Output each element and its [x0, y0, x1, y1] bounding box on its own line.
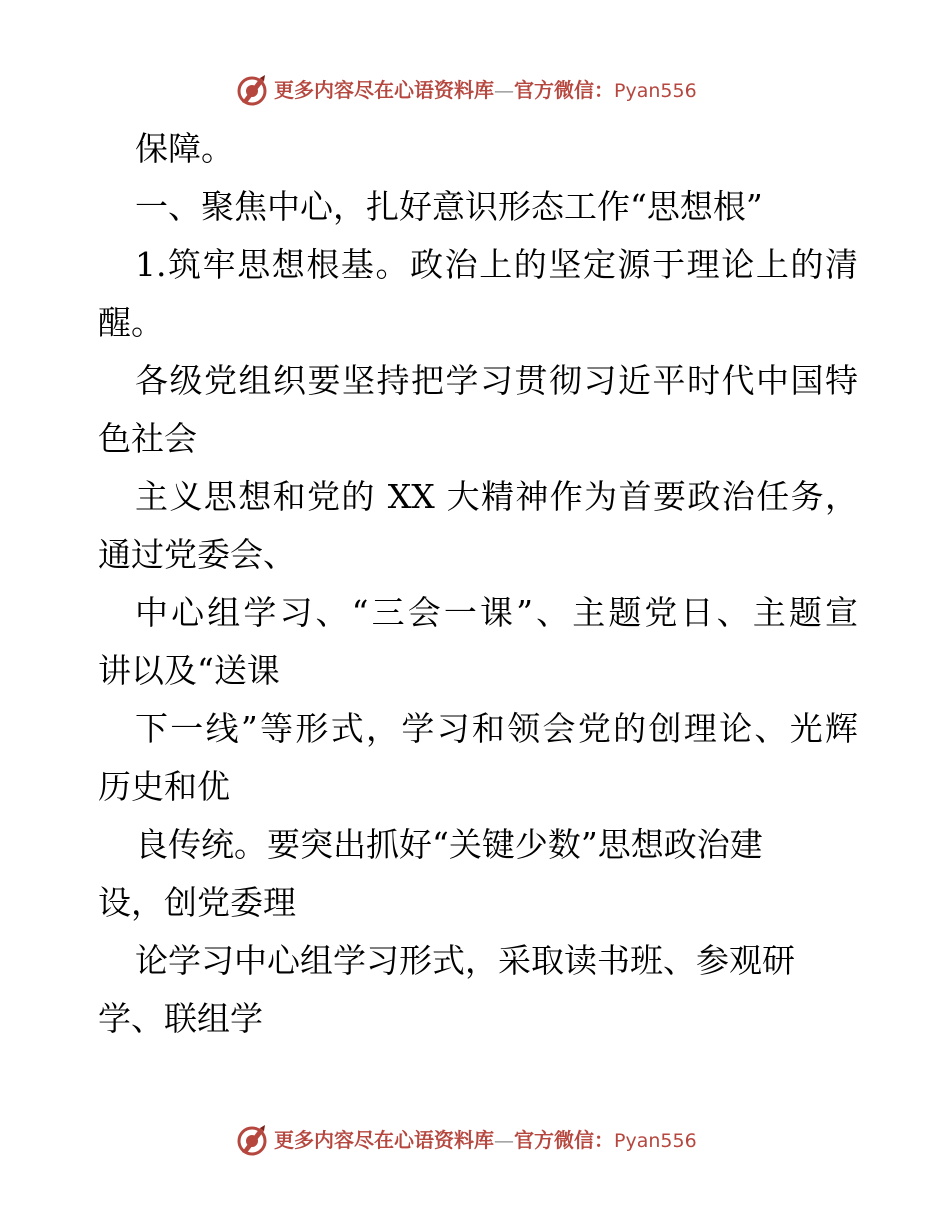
header-brand-text: 更多内容尽在心语资料库 — [274, 78, 494, 102]
body-line: 历史和优 — [98, 767, 230, 806]
body-line: 醒。 — [98, 303, 164, 342]
body-line: 主义思想和党的 XX 大精神作为首要政治任务， — [135, 477, 858, 516]
footer-brand-text: 更多内容尽在心语资料库 — [274, 1128, 494, 1152]
body-line: 色社会 — [98, 419, 197, 458]
header-wechat-label: 官方微信： — [514, 78, 614, 102]
body-line: 学、联组学 — [98, 999, 263, 1038]
body-line: 良传统。要突出抓好“关键少数”思想政治建 — [135, 825, 763, 864]
footer-dash: — — [494, 1128, 514, 1152]
body-line: 设，创党委理 — [98, 883, 296, 922]
body-line: 各级党组织要坚持把学习贯彻习近平时代中国特 — [135, 361, 858, 400]
body-line: 中心组学习、“三会一课”、主题党日、主题宣 — [135, 593, 858, 632]
body-line: 下一线”等形式，学习和领会党的创理论、光辉 — [135, 709, 858, 748]
brand-logo-icon — [234, 1122, 270, 1158]
document-body — [98, 120, 858, 1048]
header-dash: — — [494, 78, 514, 102]
body-line: 一、聚焦中心，扎好意识形态工作“思想根” — [135, 187, 763, 226]
footer-watermark-banner — [0, 1120, 950, 1160]
header-watermark-banner — [0, 70, 950, 110]
body-line: 论学习中心组学习形式，采取读书班、参观研 — [135, 941, 795, 980]
footer-wechat-label: 官方微信： — [514, 1128, 614, 1152]
body-line: 通过党委会、 — [98, 535, 296, 574]
body-line: 1.筑牢思想根基。政治上的坚定源于理论上的清 — [135, 245, 858, 284]
header-wechat-id: Pyan556 — [614, 80, 697, 102]
body-line: 保障。 — [135, 129, 234, 168]
footer-wechat-id: Pyan556 — [614, 1130, 697, 1152]
brand-logo-icon — [234, 72, 270, 108]
body-line: 讲以及“送课 — [98, 651, 280, 690]
